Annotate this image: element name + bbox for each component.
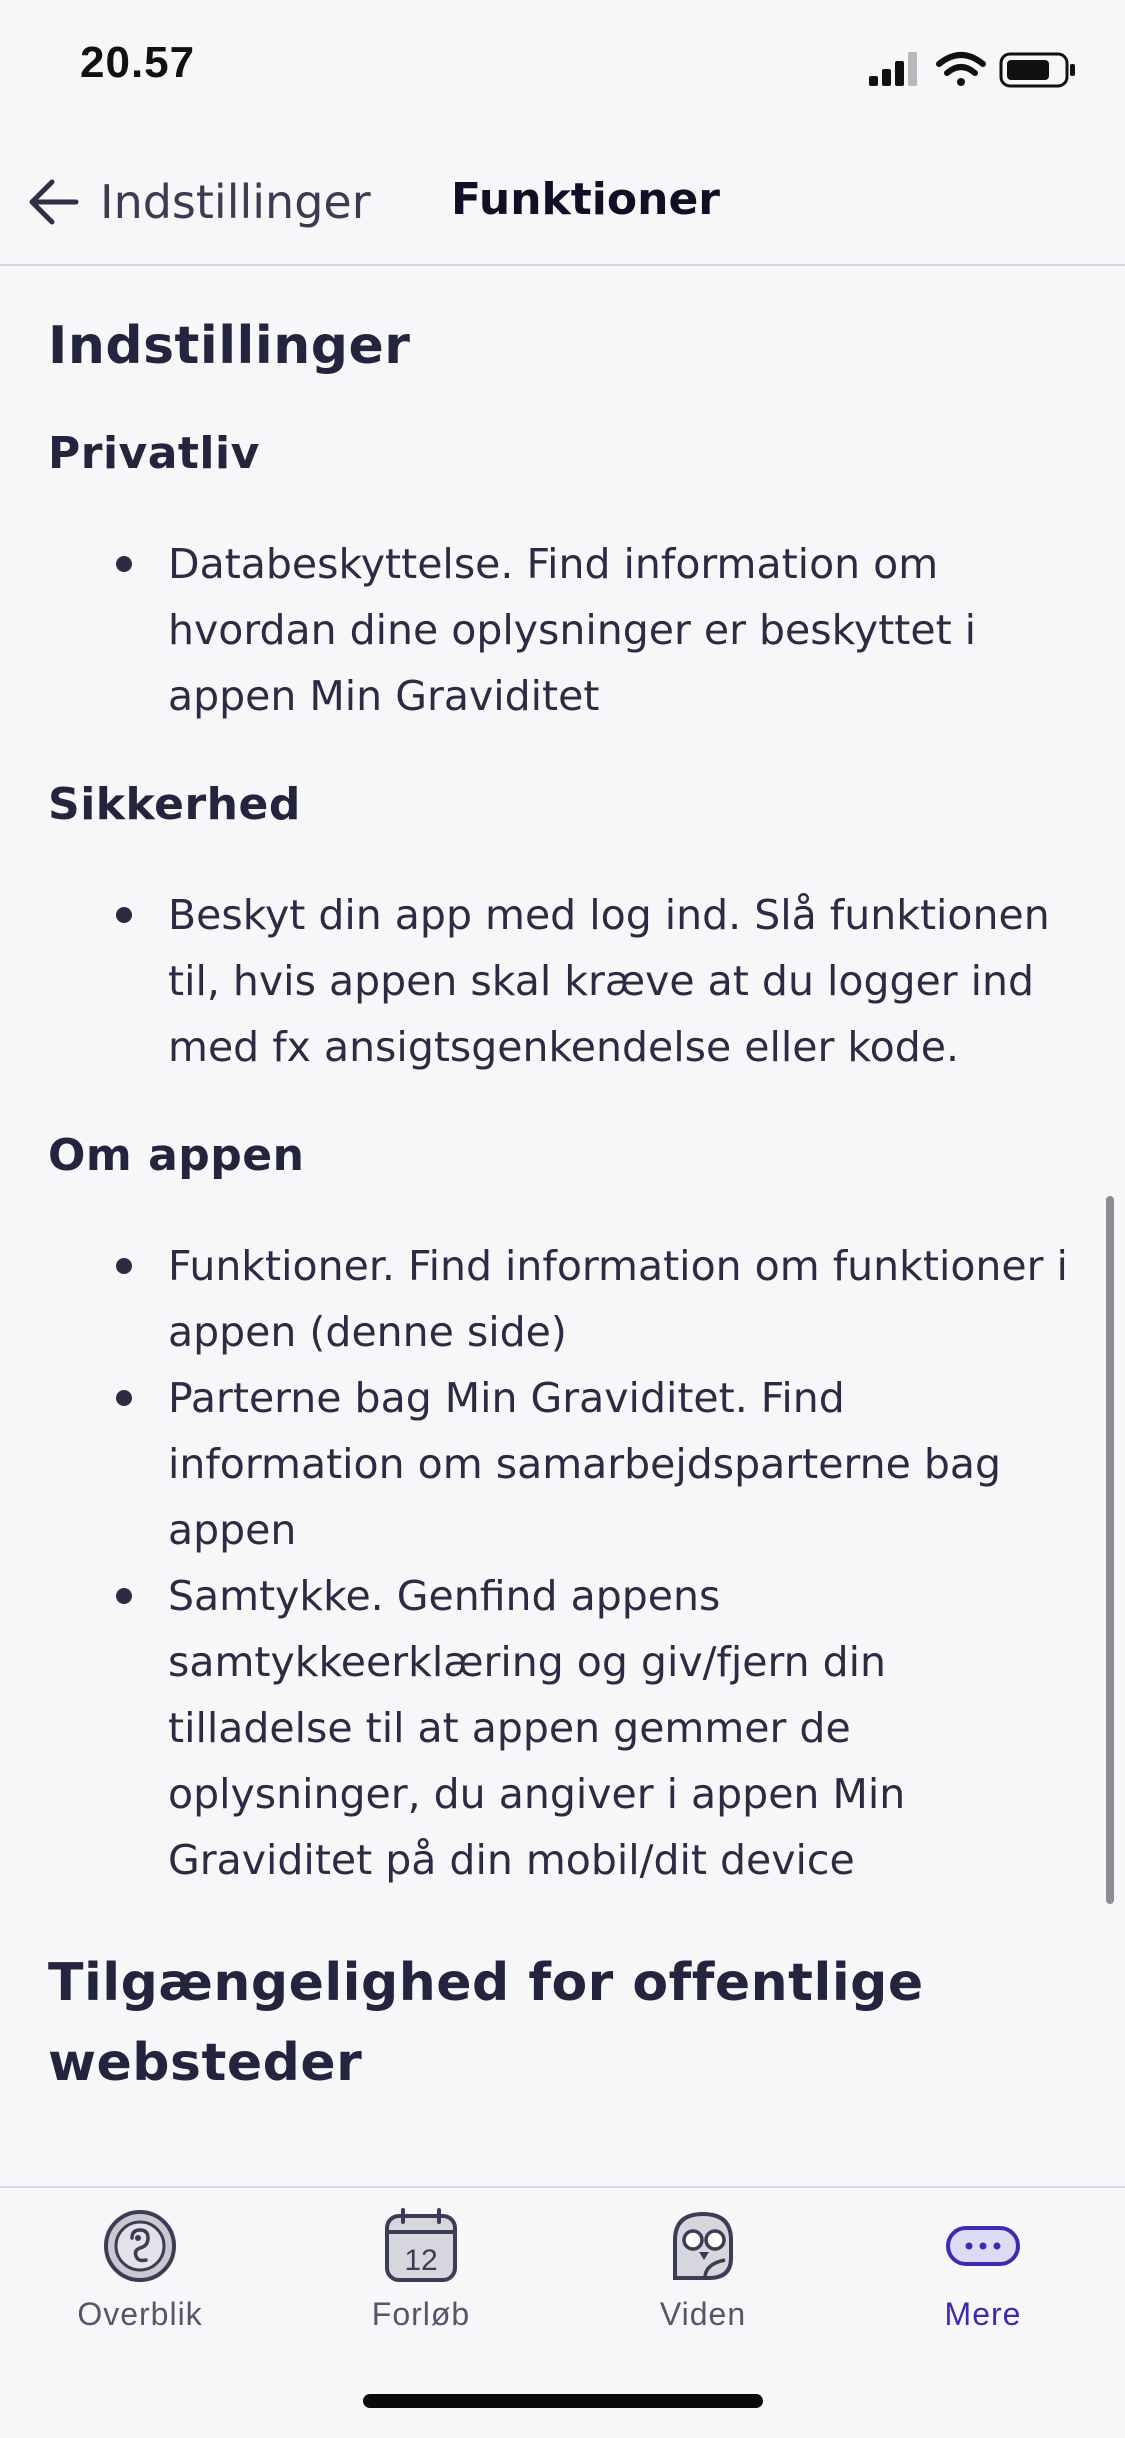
battery-icon <box>1001 54 1075 86</box>
about-list <box>48 1233 1078 1893</box>
back-button[interactable] <box>26 162 371 242</box>
owl-icon <box>665 2208 741 2284</box>
arrow-left-icon <box>26 174 82 230</box>
tab-label: Mere <box>944 2296 1022 2332</box>
status-bar <box>0 0 1125 140</box>
status-time: 20.57 <box>80 38 196 87</box>
security-list <box>48 882 1078 1080</box>
tab-label: Overblik <box>77 2296 203 2332</box>
tab-mere[interactable] <box>883 2208 1083 2358</box>
subsection-title-security: Sikkerhed <box>48 779 301 830</box>
content <box>48 266 1078 2103</box>
accessibility-heading: Tilgængelighed for offentlige websteder <box>48 1953 924 2093</box>
embryo-icon <box>102 2208 178 2284</box>
tab-label: Viden <box>659 2296 747 2332</box>
list-item: Funktioner. Find information om funktioner i appen (denne side) <box>48 1233 1078 1365</box>
list-item: Databeskyttelse. Find information om hvordan dine oplysninger er beskyttet i appen Min Graviditet <box>48 531 1078 729</box>
scroll-indicator[interactable] <box>1106 1196 1114 1904</box>
tab-label: Forløb <box>371 2296 471 2332</box>
cellular-signal-icon <box>869 52 917 86</box>
wifi-icon <box>939 55 983 86</box>
calendar-icon <box>383 2208 459 2284</box>
calendar-day: 12 <box>404 2244 438 2277</box>
tab-viden[interactable] <box>603 2208 803 2358</box>
section-heading: Indstillinger <box>48 316 411 376</box>
subsection-title-about: Om appen <box>48 1130 305 1181</box>
tab-forloeb[interactable] <box>321 2208 521 2358</box>
list-item: Samtykke. Genfind appens samtykkeerklæring og giv/fjern din tilladelse til at appen gemmer de oplysninger, du angiver i appen Min Graviditet på din mobil/dit device <box>48 1563 1078 1893</box>
tab-overblik[interactable] <box>40 2208 240 2358</box>
status-icons <box>869 48 1079 92</box>
home-indicator[interactable] <box>363 2394 763 2408</box>
subsection-title-privacy: Privatliv <box>48 428 260 479</box>
list-item: Beskyt din app med log ind. Slå funktionen til, hvis appen skal kræve at du logger ind med fx ansigtsgenkendelse eller kode. <box>48 882 1078 1080</box>
more-dots-icon <box>945 2208 1021 2284</box>
page-title: Funktioner <box>451 174 720 225</box>
navigation-bar <box>0 140 1125 266</box>
privacy-list <box>48 531 1078 729</box>
back-label: Indstillinger <box>100 175 371 229</box>
list-item: Parterne bag Min Graviditet. Find information om samarbejdsparterne bag appen <box>48 1365 1078 1563</box>
